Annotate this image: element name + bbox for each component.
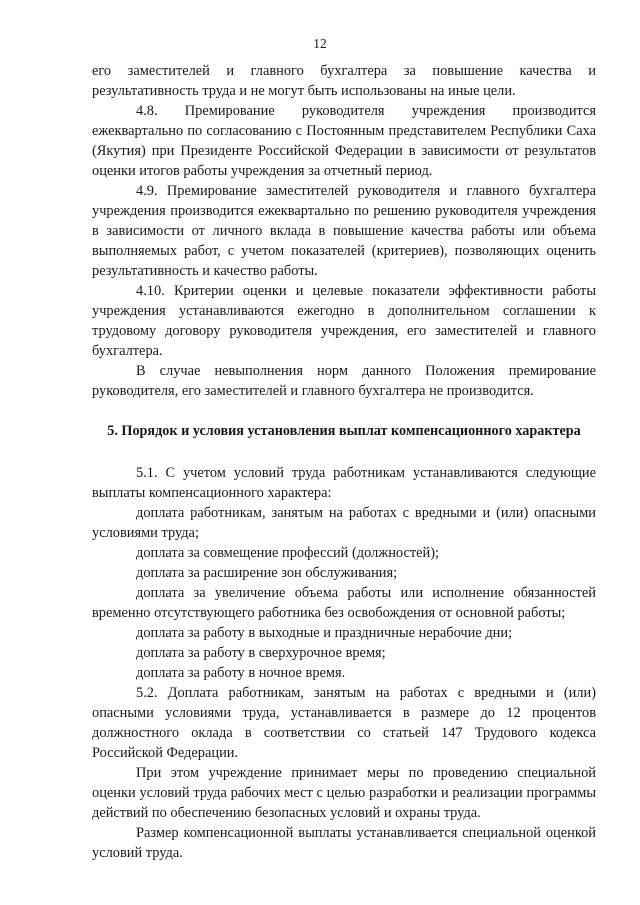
section-heading: 5. Порядок и условия установления выплат компенсационного характера <box>107 423 581 439</box>
paragraph: 5.2. Доплата работникам, занятым на работах с вредными и (или) опасными условиями труда, устанавливается в размере до 12 процентов должностного оклада в соответствии со статьей 147 Трудового кодекса Российской Федерации. <box>92 685 596 761</box>
paragraph: 4.9. Премирование заместителей руководителя и главного бухгалтера учреждения производится ежеквартально по решению руководителя учреждения в зависимости от личного вклада в повышение качества работы или объема выполняемых работ, с учетом показателей (критериев), позволяющих оценить результативность и качество работы. <box>92 183 596 279</box>
list-item: доплата за увеличение объема работы или исполнение обязанностей временно отсутствующего работника без освобождения от основной работы; <box>92 585 596 621</box>
paragraph: 5.1. С учетом условий труда работникам устанавливаются следующие выплаты компенсационного характера: <box>92 465 596 501</box>
paragraph: его заместителей и главного бухгалтера за повышение качества и результативность труда и не могут быть использованы на иные цели. <box>92 63 596 99</box>
paragraph: При этом учреждение принимает меры по проведению специальной оценки условий труда рабочих мест с целью разработки и реализации программы действий по обеспечению безопасных условий и охраны труда. <box>92 765 596 821</box>
list-item: доплата за работу в ночное время. <box>136 665 346 681</box>
list-item: доплата за совмещение профессий (должностей); <box>136 545 440 561</box>
page-number: 12 <box>313 36 327 51</box>
paragraph: 4.10. Критерии оценки и целевые показатели эффективности работы учреждения устанавливаются ежегодно в дополнительном соглашении к трудовому договору руководителя учреждения, его заместителей и главного бухгалтера. <box>92 283 596 359</box>
list-item: доплата за расширение зон обслуживания; <box>136 565 398 581</box>
list-item: доплата за работу в выходные и праздничные нерабочие дни; <box>136 625 513 641</box>
list-item: доплата работникам, занятым на работах с вредными и (или) опасными условиями труда; <box>92 505 596 541</box>
paragraph: 4.8. Премирование руководителя учреждения производится ежеквартально по согласованию с Постоянным представителем Республики Саха (Якутия) при Президенте Российской Федерации в зависимости от результатов оценки итогов работы учреждения за отчетный период. <box>92 103 596 179</box>
paragraph: В случае невыполнения норм данного Положения премирование руководителя, его заместителей и главного бухгалтера не производится. <box>92 363 596 399</box>
document-body <box>92 61 596 863</box>
list-item: доплата за работу в сверхурочное время; <box>136 645 386 661</box>
paragraph: Размер компенсационной выплаты устанавливается специальной оценкой условий труда. <box>92 825 596 861</box>
